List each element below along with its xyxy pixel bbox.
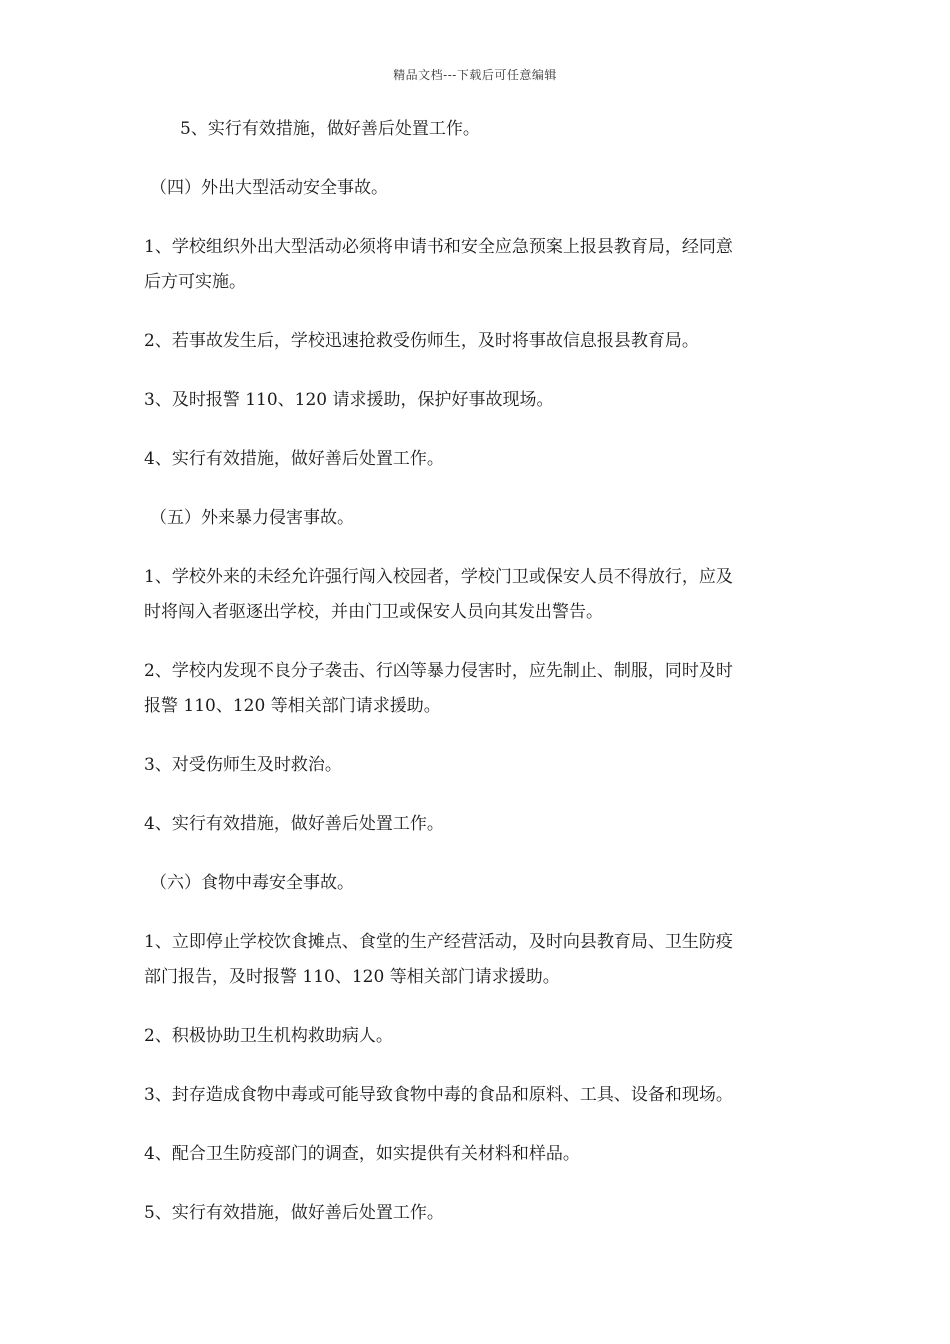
paragraph-line: 1、学校组织外出大型活动必须将申请书和安全应急预案上报县教育局，经同意: [144, 237, 733, 257]
paragraph-line: 部门报告，及时报警 110、120 等相关部门请求援助。: [144, 967, 560, 987]
paragraph-line: 1、学校外来的未经允许强行闯入校园者，学校门卫或保安人员不得放行，应及: [144, 567, 733, 587]
paragraph-line: 4、配合卫生防疫部门的调查，如实提供有关材料和样品。: [144, 1144, 580, 1164]
paragraph-line: 5、实行有效措施，做好善后处置工作。: [180, 119, 480, 139]
page-header: 精品文档---下载后可任意编辑: [393, 68, 557, 82]
paragraph-line: 3、封存造成食物中毒或可能导致食物中毒的食品和原料、工具、设备和现场。: [144, 1085, 733, 1105]
paragraph-line: 后方可实施。: [144, 272, 246, 292]
section-heading-5: （五）外来暴力侵害事故。: [150, 508, 354, 528]
paragraph-line: 3、对受伤师生及时救治。: [144, 755, 342, 775]
paragraph-line: 3、及时报警 110、120 请求援助，保护好事故现场。: [144, 390, 554, 410]
paragraph-line: 2、若事故发生后，学校迅速抢救受伤师生，及时将事故信息报县教育局。: [144, 331, 699, 351]
paragraph-line: 2、学校内发现不良分子袭击、行凶等暴力侵害时，应先制止、制服，同时及时: [144, 661, 733, 681]
paragraph-line: 时将闯入者驱逐出学校，并由门卫或保安人员向其发出警告。: [144, 602, 603, 622]
section-heading-4: （四）外出大型活动安全事故。: [150, 178, 388, 198]
paragraph-line: 4、实行有效措施，做好善后处置工作。: [144, 449, 444, 469]
section-heading-6: （六）食物中毒安全事故。: [150, 873, 354, 893]
paragraph-line: 4、实行有效措施，做好善后处置工作。: [144, 814, 444, 834]
paragraph-line: 5、实行有效措施，做好善后处置工作。: [144, 1203, 444, 1223]
paragraph-line: 2、积极协助卫生机构救助病人。: [144, 1026, 393, 1046]
paragraph-line: 报警 110、120 等相关部门请求援助。: [144, 696, 441, 716]
paragraph-line: 1、立即停止学校饮食摊点、食堂的生产经营活动，及时向县教育局、卫生防疫: [144, 932, 733, 952]
